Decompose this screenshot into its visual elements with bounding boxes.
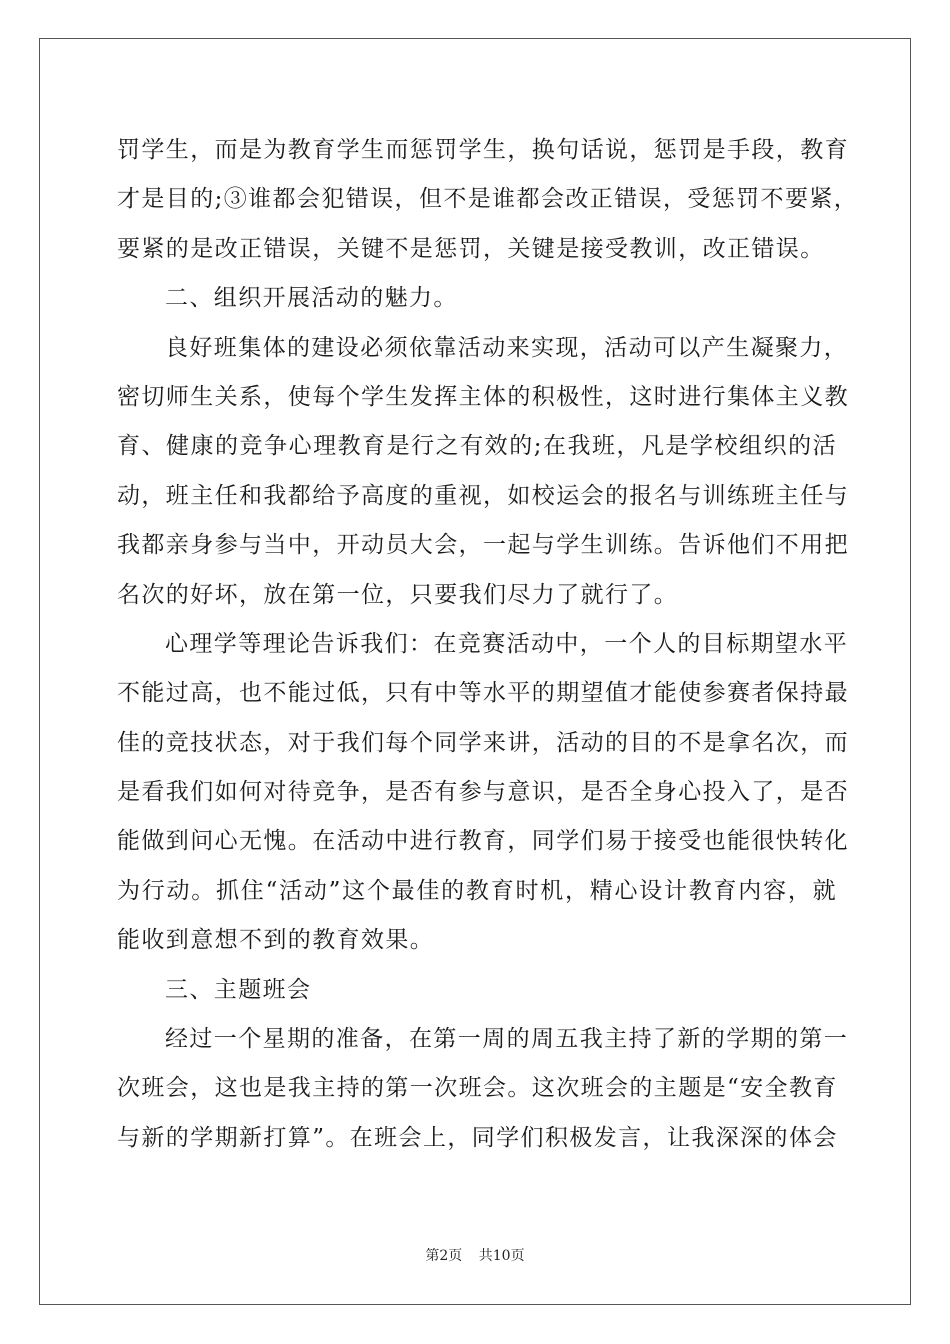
total-pages: 共10页	[478, 1248, 525, 1264]
text-line: 密切师生关系，使每个学生发挥主体的积极性，这时进行集体主义教	[117, 383, 849, 410]
text-line: 经过一个星期的准备，在第一周的周五我主持了新的学期的第一	[165, 1026, 849, 1053]
text-line: 佳的竞技状态，对于我们每个同学来讲，活动的目的不是拿名次，而	[117, 729, 849, 756]
text-line: 名次的好坏，放在第一位，只要我们尽力了就行了。	[117, 581, 679, 608]
document-body	[117, 131, 859, 1168]
text-line: 是看我们如何对待竞争，是否有参与意识，是否全身心投入了，是否	[117, 779, 849, 806]
text-line: 为行动。抓住“活动”这个最佳的教育时机，精心设计教育内容，就	[117, 877, 837, 904]
text-line: 能做到问心无愧。在活动中进行教育，同学们易于接受也能很快转化	[117, 828, 849, 855]
text-line: 要紧的是改正错误，关键不是惩罚，关键是接受教训，改正错误。	[117, 235, 825, 262]
text-line: 我都亲身参与当中，开动员大会，一起与学生训练。告诉他们不用把	[117, 532, 849, 559]
page-number: 第2页	[425, 1248, 463, 1264]
text-line: 动，班主任和我都给予高度的重视，如校运会的报名与训练班主任与	[117, 482, 849, 509]
page-footer	[0, 1245, 950, 1265]
section-heading: 三、主题班会	[165, 976, 312, 1003]
text-line: 不能过高，也不能过低，只有中等水平的期望值才能使参赛者保持最	[117, 680, 849, 707]
text-line: 与新的学期新打算”。在班会上，同学们积极发言，让我深深的体会	[117, 1124, 838, 1151]
text-line: 心理学等理论告诉我们：在竞赛活动中，一个人的目标期望水平	[165, 630, 849, 657]
text-line: 良好班集体的建设必须依靠活动来实现，活动可以产生凝聚力，	[165, 334, 849, 361]
text-line: 育、健康的竞争心理教育是行之有效的;在我班，凡是学校组织的活	[117, 433, 837, 460]
section-heading: 二、组织开展活动的魅力。	[165, 285, 458, 312]
text-line: 罚学生，而是为教育学生而惩罚学生，换句话说，惩罚是手段，教育	[117, 137, 849, 163]
text-line: 才是目的;③谁都会犯错误，但不是谁都会改正错误，受惩罚不要紧，	[117, 186, 859, 213]
text-line: 能收到意想不到的教育效果。	[117, 927, 435, 954]
text-line: 次班会，这也是我主持的第一次班会。这次班会的主题是“安全教育	[117, 1075, 838, 1102]
